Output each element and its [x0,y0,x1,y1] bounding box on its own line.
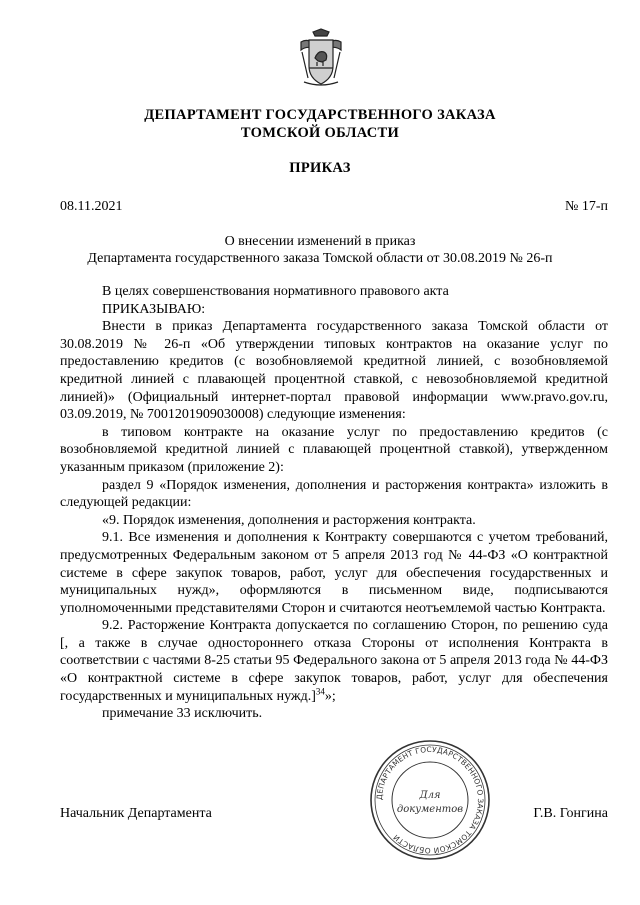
stamp-ring-text: ДЕПАРТАМЕНТ ГОСУДАРСТВЕННОГО ЗАКАЗА ТОМСКОЙ ОБЛАСТИ [374,744,486,856]
contract-scope-paragraph: в типовом контракте на оказание услуг по предоставлению кредитов (с возобновляемой кредитной линией с плавающей процентной ставкой), утвержденном указанным приказом (приложение 2): [60,424,608,475]
order-date: 08.11.2021 [60,199,123,214]
subject-line2: Департамента государственного заказа Томской области от 30.08.2019 № 26-п [87,251,553,266]
org-name-line1: ДЕПАРТАМЕНТ ГОСУДАРСТВЕННОГО ЗАКАЗА [144,107,496,123]
org-name-line2: ТОМСКОЙ ОБЛАСТИ [240,125,400,141]
note-removal-paragraph: примечание 33 исключить. [102,706,263,722]
section-9-heading: «9. Порядок изменения, дополнения и расторжения контракта. [102,512,476,528]
clause-9-1: 9.1. Все изменения и дополнения к Контракту совершаются с учетом требований, предусмотренных Федеральным законом от 5 апреля 2013 год № 44-ФЗ «О контрактной системе в сфере закупок товаров, работ, услуг для обеспечения государственных и муниципальных нужд», оформляются в письменном виде, подписываются уполномоченными представителями Сторон и считаются неотъемлемой частью Контракта. [60,530,608,616]
clause-9-2 [60,617,608,705]
preamble: В целях совершенствования нормативного правового акта [102,284,449,299]
footnote-ref: 34 [315,686,325,696]
signatory-name: Г.В. Гонгина [533,806,608,821]
subject-line1: О внесении изменений в приказ [224,234,416,249]
order-number: № 17-п [564,199,608,214]
amendment-paragraph: Внести в приказ Департамента государственного заказа Томской области от 30.08.2019 № 26-п «Об утверждении типовых контрактов на оказание услуг по предоставлению кредитов (с возобновляемой кредитной линией, с возобновляемой кредитной линией с плавающей процентной ставкой, с невозобновляемой кредитной линией)» (Официальный интернет-портал правовой информации www.pravo.gov.ru, 03.09.2019, № 7001201909030008) следующие изменения: [60,319,608,423]
section-replacement-paragraph: раздел 9 «Порядок изменения, дополнения и расторжения контракта» изложить в следующей редакции: [60,477,608,511]
document-type: ПРИКАЗ [289,160,351,176]
clause-9-2-end: »; [324,688,336,704]
order-body [60,283,608,723]
signatory-position: Начальник Департамента [60,806,212,821]
stamp-center-line2: документов [396,804,464,815]
coat-of-arms-emblem [296,28,346,90]
official-stamp [368,738,492,862]
order-directive: ПРИКАЗЫВАЮ: [102,301,206,317]
stamp-center-line1: Для [419,790,441,801]
clause-9-2-text: 9.2. Расторжение Контракта допускается по соглашению Сторон, по решению суда [, а также в случае одностороннего отказа Стороны от исполнения Контракта в соответствии с частями 8-25 статьи 95 Федерального закона от 5 апреля 2013 года № 44-ФЗ «О контрактной системе в сфере закупок товаров, работ, услуг для обеспечения государственных и муниципальных нужд.] [60,618,608,704]
